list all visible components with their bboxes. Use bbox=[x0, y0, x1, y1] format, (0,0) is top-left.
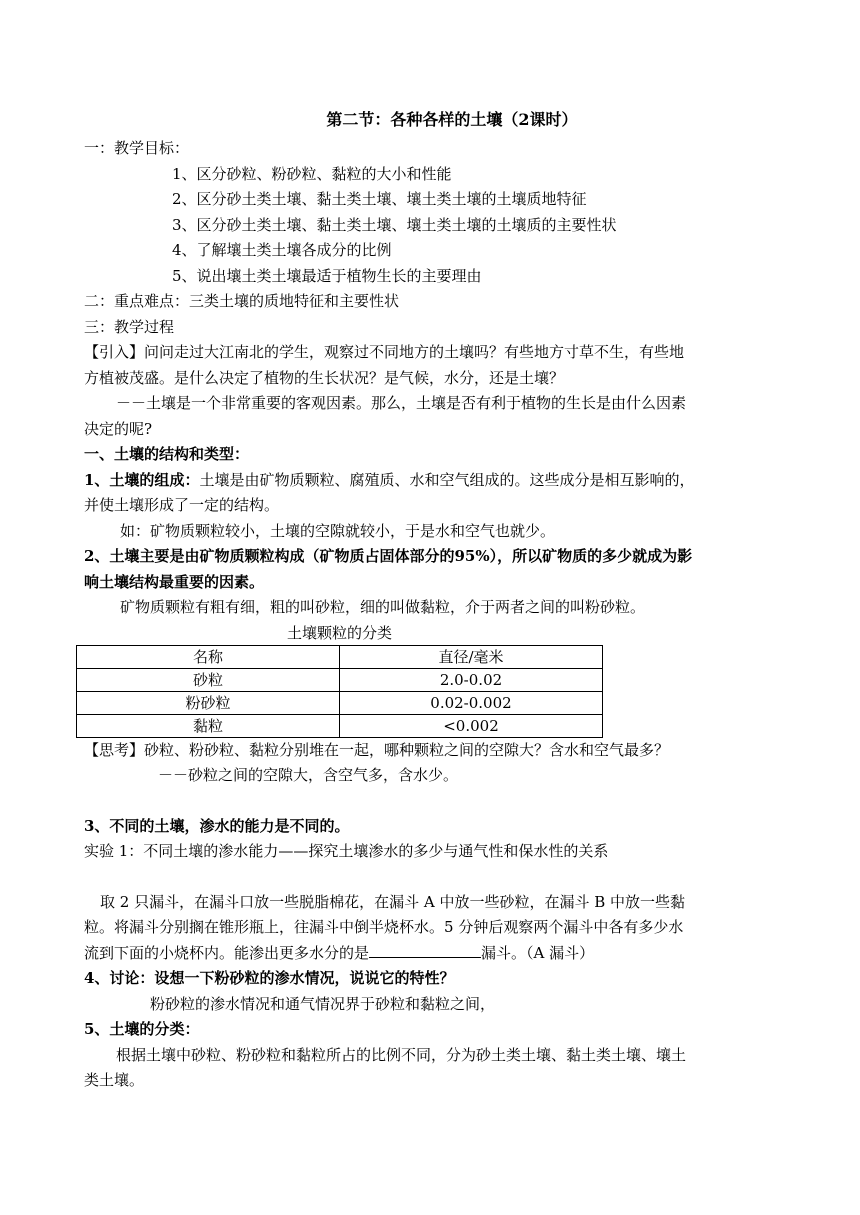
intro-paragraph-line: －－土壤是一个非常重要的客观因素。那么，土壤是否有利于植物的生长是由什么因素 bbox=[116, 394, 687, 412]
experiment-text-line bbox=[84, 941, 784, 967]
table-header-cell: 名称 bbox=[77, 645, 340, 668]
table-cell: 粉砂粒 bbox=[77, 691, 340, 714]
classification-text-line: 类土壤。 bbox=[84, 1071, 145, 1089]
objective-item: 1、区分砂粒、粉砂粒、黏粒的大小和性能 bbox=[172, 164, 452, 183]
table-header-cell: 直径/毫米 bbox=[340, 645, 603, 668]
composition-text: 土壤是由矿物质颗粒、腐殖质、水和空气组成的。这些成分是相互影响的， bbox=[199, 470, 695, 489]
table-cell: 黏粒 bbox=[77, 714, 340, 737]
process-heading: 三：教学过程 bbox=[84, 317, 175, 336]
spacer bbox=[84, 789, 784, 814]
classification-text-line: 根据土壤中砂粒、粉砂粒和黏粒所占的比例不同，分为砂土类土壤、黏土类土壤、壤土 bbox=[116, 1045, 687, 1064]
table-cell: 0.02-0.002 bbox=[340, 691, 603, 714]
experiment-title: 实验 1：不同土壤的渗水能力——探究土壤渗水的多少与通气性和保水性的关系 bbox=[84, 842, 609, 860]
composition-text-line: 并使土壤形成了一定的结构。 bbox=[84, 496, 280, 514]
intro-paragraph-line: 决定的呢? bbox=[84, 419, 153, 438]
point-2-line: 响土壤结构最重要的因素。 bbox=[84, 572, 265, 591]
table-caption: 土壤颗粒的分类 bbox=[286, 623, 392, 642]
table-row bbox=[77, 714, 603, 737]
particle-table bbox=[76, 645, 603, 738]
think-question: 【思考】砂粒、粉砂粒、黏粒分别堆在一起，哪种颗粒之间的空隙大？含水和空气最多？ bbox=[84, 740, 670, 759]
point-5: 5、土壤的分类： bbox=[84, 1020, 200, 1038]
table-cell: 2.0-0.02 bbox=[340, 668, 603, 691]
experiment-text: 漏斗。（A 漏斗） bbox=[481, 943, 595, 962]
spacer bbox=[84, 865, 784, 890]
document-page bbox=[84, 104, 784, 1094]
point-2-line: 2、土壤主要是由矿物质颗粒构成（矿物质占固体部分的95%），所以矿物质的多少就成为影 bbox=[84, 547, 693, 565]
answer-blank bbox=[369, 941, 481, 958]
intro-paragraph-line: 方植被茂盛。是什么决定了植物的生长状况？是气候，水分，还是土壤？ bbox=[84, 368, 565, 387]
page-title: 第二节：各种各样的土壤（2课时） bbox=[326, 110, 578, 129]
point-3: 3、不同的土壤，渗水的能力是不同的。 bbox=[84, 816, 350, 835]
table-header-row bbox=[77, 645, 603, 668]
think-answer: －－砂粒之间的空隙大，含空气多，含水少。 bbox=[158, 766, 459, 784]
composition-label: 1、土壤的组成： bbox=[84, 470, 200, 489]
point-4-answer: 粉砂粒的渗水情况和通气情况界于砂粒和黏粒之间， bbox=[150, 994, 496, 1013]
composition-paragraph bbox=[84, 468, 784, 494]
objective-item: 4、了解壤土类土壤各成分的比例 bbox=[172, 241, 392, 259]
key-points: 二：重点难点：三类土壤的质地特征和主要性状 bbox=[84, 292, 400, 310]
experiment-text-line: 取 2 只漏斗，在漏斗口放一些脱脂棉花，在漏斗 A 中放一些砂粒，在漏斗 B 中放一些黏 bbox=[100, 892, 686, 911]
objectives-heading: 一：教学目标： bbox=[84, 139, 190, 157]
objective-item: 2、区分砂土类土壤、黏土类土壤、壤土类土壤的土壤质地特征 bbox=[172, 190, 587, 208]
table-row bbox=[77, 668, 603, 691]
experiment-text-line: 粒。将漏斗分别搁在锥形瓶上，往漏斗中倒半烧杯水。5 分钟后观察两个漏斗中各有多少水 bbox=[84, 918, 684, 936]
table-row bbox=[77, 691, 603, 714]
table-cell: 砂粒 bbox=[77, 668, 340, 691]
section-heading: 一、土壤的结构和类型： bbox=[84, 445, 250, 463]
experiment-text: 流到下面的小烧杯内。能渗出更多水分的是 bbox=[84, 943, 370, 962]
intro-paragraph-line: 【引入】问问走过大江南北的学生，观察过不同地方的土壤吗？有些地方寸草不生，有些地 bbox=[84, 343, 685, 361]
objective-item: 3、区分砂土类土壤、黏土类土壤、壤土类土壤的土壤质的主要性状 bbox=[172, 215, 617, 234]
particles-text: 矿物质颗粒有粗有细，粗的叫砂粒，细的叫做黏粒，介于两者之间的叫粉砂粒。 bbox=[120, 598, 646, 616]
composition-example: 如：矿物质颗粒较小，土壤的空隙就较小，于是水和空气也就少。 bbox=[120, 521, 556, 540]
objective-item: 5、说出壤土类土壤最适于植物生长的主要理由 bbox=[172, 266, 482, 285]
point-4: 4、讨论：设想一下粉砂粒的渗水情况，说说它的特性？ bbox=[84, 969, 455, 987]
table-cell: <0.002 bbox=[340, 714, 603, 737]
